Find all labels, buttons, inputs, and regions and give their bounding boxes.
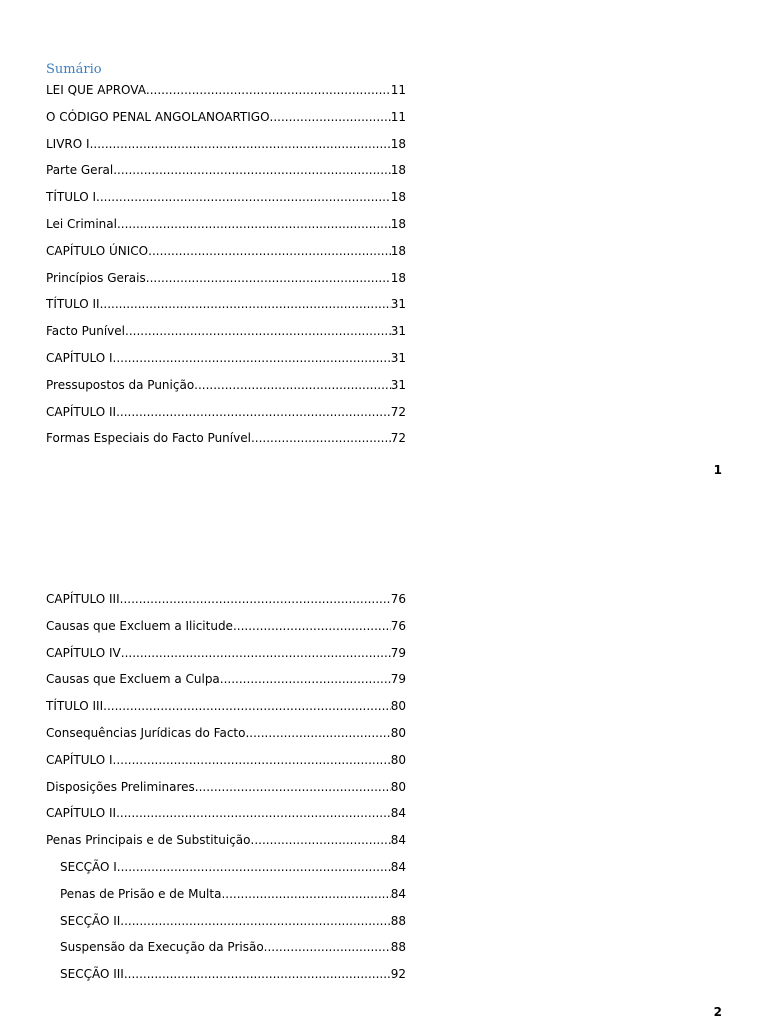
toc-entry[interactable] bbox=[46, 832, 406, 859]
toc-entry-page: 18 bbox=[390, 216, 406, 231]
toc-entry[interactable] bbox=[46, 136, 406, 163]
toc-entry[interactable] bbox=[46, 913, 406, 940]
toc-leader bbox=[146, 82, 391, 98]
toc-entry[interactable] bbox=[46, 591, 406, 618]
toc-entry-label: Lei Criminal bbox=[46, 216, 117, 231]
toc-entry-label: Pressupostos da Punição bbox=[46, 377, 195, 392]
toc-leader bbox=[90, 136, 391, 152]
toc-entry[interactable] bbox=[46, 725, 406, 752]
toc-entry[interactable] bbox=[46, 296, 406, 323]
toc-entry[interactable] bbox=[46, 323, 406, 350]
toc-list bbox=[46, 591, 406, 993]
toc-entry[interactable] bbox=[46, 752, 406, 779]
toc-entry[interactable] bbox=[46, 671, 406, 698]
toc-entry-page: 79 bbox=[390, 645, 406, 660]
toc-entry-label: LIVRO I bbox=[46, 136, 90, 151]
toc-leader bbox=[148, 243, 391, 259]
toc-entry[interactable] bbox=[46, 216, 406, 243]
toc-entry[interactable] bbox=[46, 645, 406, 672]
toc-entry-label: Parte Geral bbox=[46, 163, 114, 178]
toc-entry-label: O CÓDIGO PENAL ANGOLANOARTIGO bbox=[46, 109, 270, 124]
toc-leader bbox=[113, 350, 391, 366]
toc-entry[interactable] bbox=[46, 618, 406, 645]
toc-entry-page: 31 bbox=[390, 377, 406, 392]
toc-leader bbox=[96, 189, 391, 205]
document-page-2 bbox=[0, 560, 768, 1024]
toc-leader bbox=[195, 779, 391, 795]
toc-entry[interactable] bbox=[46, 377, 406, 404]
toc-leader bbox=[117, 859, 391, 875]
toc-entry-label: SECÇÃO III bbox=[60, 967, 124, 982]
toc-entry-label: Penas de Prisão e de Multa bbox=[60, 886, 222, 901]
toc-leader bbox=[233, 618, 391, 634]
toc-entry[interactable] bbox=[46, 779, 406, 806]
toc-leader bbox=[220, 671, 391, 687]
toc-entry[interactable] bbox=[46, 162, 406, 189]
toc-entry-label: Penas Principais e de Substituição bbox=[46, 833, 251, 848]
toc-entry-page: 92 bbox=[390, 967, 406, 982]
toc-entry-page: 11 bbox=[390, 109, 406, 124]
toc-leader bbox=[270, 109, 391, 125]
toc-entry[interactable] bbox=[46, 805, 406, 832]
toc-leader bbox=[146, 270, 391, 286]
toc-entry-label: Princípios Gerais bbox=[46, 270, 146, 285]
page-number: 1 bbox=[713, 463, 722, 477]
toc-entry-label: CAPÍTULO I bbox=[46, 350, 113, 365]
toc-entry-page: 11 bbox=[390, 83, 406, 97]
toc-entry-page: 18 bbox=[390, 136, 406, 151]
toc-entry-label: CAPÍTULO II bbox=[46, 404, 117, 419]
toc-entry[interactable] bbox=[46, 243, 406, 270]
toc-entry-page: 31 bbox=[390, 324, 406, 339]
toc-title: Sumário bbox=[46, 62, 102, 77]
toc-entry-page: 76 bbox=[390, 618, 406, 633]
toc-entry-page: 84 bbox=[390, 833, 406, 848]
toc-entry-label: TÍTULO II bbox=[46, 297, 100, 312]
toc-leader bbox=[120, 591, 391, 607]
toc-entry-label: Formas Especiais do Facto Punível bbox=[46, 431, 251, 446]
toc-leader bbox=[124, 966, 391, 982]
toc-entry-label: CAPÍTULO II bbox=[46, 806, 117, 821]
toc-leader bbox=[100, 296, 391, 312]
toc-entry[interactable] bbox=[46, 82, 406, 109]
toc-entry-label: SECÇÃO II bbox=[60, 913, 121, 928]
toc-entry-page: 18 bbox=[390, 243, 406, 258]
toc-entry[interactable] bbox=[46, 886, 406, 913]
toc-entry-label: Suspensão da Execução da Prisão bbox=[60, 940, 264, 955]
toc-entry-label: Facto Punível bbox=[46, 324, 126, 339]
toc-leader bbox=[121, 645, 391, 661]
toc-entry-label: CAPÍTULO I bbox=[46, 752, 113, 767]
toc-entry-page: 76 bbox=[390, 592, 406, 606]
toc-entry-label: TÍTULO III bbox=[46, 699, 104, 714]
toc-entry[interactable] bbox=[46, 939, 406, 966]
toc-leader bbox=[251, 832, 391, 848]
toc-leader bbox=[120, 913, 390, 929]
toc-entry-page: 72 bbox=[390, 404, 406, 419]
toc-leader bbox=[117, 216, 391, 232]
toc-entry[interactable] bbox=[46, 109, 406, 136]
toc-list bbox=[46, 82, 406, 457]
toc-entry-page: 18 bbox=[390, 190, 406, 205]
toc-leader bbox=[221, 886, 390, 902]
toc-entry-page: 88 bbox=[390, 913, 406, 928]
toc-leader bbox=[116, 404, 391, 420]
toc-leader bbox=[113, 752, 391, 768]
toc-entry-page: 80 bbox=[390, 779, 406, 794]
toc-entry-page: 80 bbox=[390, 725, 406, 740]
toc-entry-page: 72 bbox=[390, 431, 406, 446]
toc-entry[interactable] bbox=[46, 350, 406, 377]
toc-leader bbox=[116, 805, 391, 821]
toc-entry-label: LEI QUE APROVA bbox=[46, 83, 146, 97]
toc-entry-page: 31 bbox=[390, 297, 406, 312]
toc-entry[interactable] bbox=[46, 698, 406, 725]
toc-entry[interactable] bbox=[46, 966, 406, 993]
toc-entry-page: 84 bbox=[390, 886, 406, 901]
page-number: 2 bbox=[713, 1005, 722, 1019]
toc-entry-page: 31 bbox=[390, 350, 406, 365]
toc-leader bbox=[125, 323, 391, 339]
toc-leader bbox=[103, 698, 391, 714]
toc-entry-label: CAPÍTULO III bbox=[46, 592, 120, 606]
toc-entry-label: CAPÍTULO ÚNICO bbox=[46, 243, 149, 258]
toc-entry-page: 84 bbox=[390, 806, 406, 821]
toc-entry[interactable] bbox=[46, 430, 406, 457]
toc-leader bbox=[245, 725, 390, 741]
toc-entry-label: Causas que Excluem a Ilicitude bbox=[46, 618, 233, 633]
document-page-1 bbox=[0, 0, 768, 500]
toc-entry-page: 80 bbox=[390, 699, 406, 714]
toc-entry-label: Causas que Excluem a Culpa bbox=[46, 672, 220, 687]
toc-entry-label: SECÇÃO I bbox=[60, 859, 117, 874]
toc-entry-label: Disposições Preliminares bbox=[46, 779, 195, 794]
toc-entry[interactable] bbox=[46, 189, 406, 216]
toc-entry-label: TÍTULO I bbox=[46, 190, 97, 205]
toc-leader bbox=[264, 939, 391, 955]
toc-entry-label: CAPÍTULO IV bbox=[46, 645, 121, 660]
toc-entry-page: 79 bbox=[390, 672, 406, 687]
toc-entry-page: 84 bbox=[390, 859, 406, 874]
toc-leader bbox=[194, 377, 391, 393]
toc-entry-page: 18 bbox=[390, 270, 406, 285]
toc-leader bbox=[113, 162, 391, 178]
toc-leader bbox=[251, 430, 391, 446]
toc-entry-page: 80 bbox=[390, 752, 406, 767]
toc-entry-page: 18 bbox=[390, 163, 406, 178]
toc-entry-page: 88 bbox=[390, 940, 406, 955]
toc-entry[interactable] bbox=[46, 404, 406, 431]
toc-entry[interactable] bbox=[46, 859, 406, 886]
toc-entry[interactable] bbox=[46, 270, 406, 297]
toc-entry-label: Consequências Jurídicas do Facto bbox=[46, 725, 246, 740]
